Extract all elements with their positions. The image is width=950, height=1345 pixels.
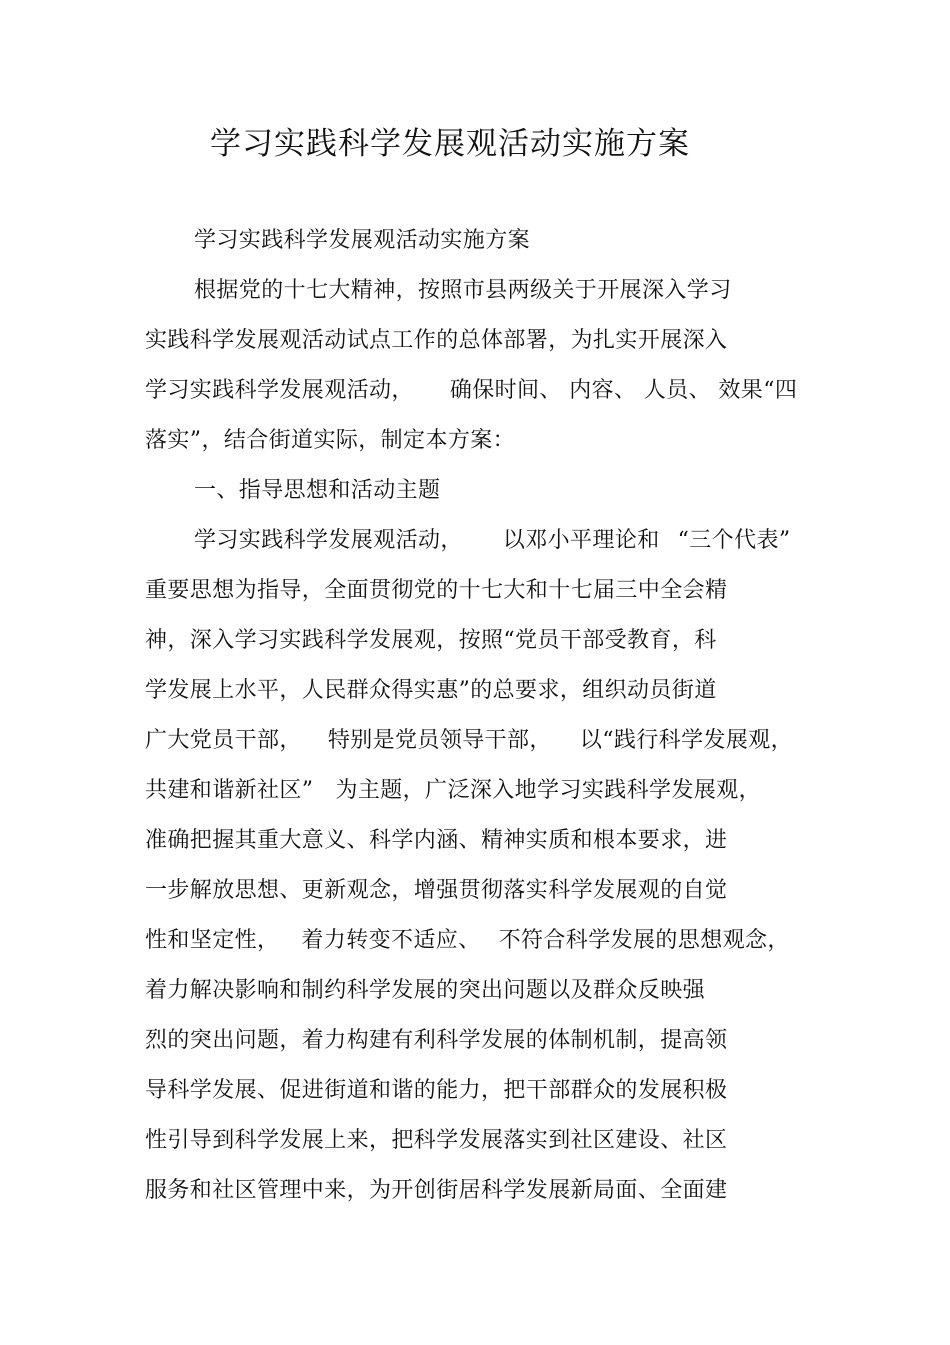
paragraph-line: 一步解放思想、更新观念，增强贯彻落实科学发展观的自觉 — [145, 878, 728, 903]
text-segment: 以邓小平理论和 — [502, 528, 660, 553]
text-segment: 以“践行科学发展观， — [579, 728, 794, 753]
text-segment: 不符合科学发展的思想观念， — [498, 928, 790, 953]
paragraph-line: 学发展上水平，人民群众得实惠”的总要求，组织动员街道 — [145, 678, 717, 703]
text-segment: “三个代表” — [677, 528, 791, 553]
paragraph-line: 性引导到科学发展上来，把科学发展落实到社区建设、社区 — [145, 1128, 728, 1153]
text-segment: 性和坚定性， — [145, 928, 280, 953]
paragraph-line — [145, 376, 797, 406]
section-heading: 一、指导思想和活动主题 — [194, 478, 441, 503]
paragraph-line: 实践科学发展观活动试点工作的总体部署，为扎实开展深入 — [145, 328, 728, 353]
text-segment: 为主题，广泛深入地学习实践科学发展观， — [335, 778, 762, 803]
document-title: 学习实践科学发展观活动实施方案 — [210, 126, 690, 162]
text-segment: 着力转变不适应、 — [301, 928, 481, 953]
paragraph-line: 服务和社区管理中来，为开创街居科学发展新局面、全面建 — [145, 1178, 728, 1203]
text-segment: 学习实践科学发展观活动， — [145, 378, 414, 403]
paragraph-line: 落实”，结合街道实际，制定本方案： — [145, 428, 516, 453]
subtitle: 学习实践科学发展观活动实施方案 — [194, 228, 531, 253]
paragraph-line — [145, 776, 761, 806]
paragraph-line: 重要思想为指导，全面贯彻党的十七大和十七届三中全会精 — [145, 578, 728, 603]
text-segment: 学习实践科学发展观活动， — [194, 528, 463, 553]
paragraph-line: 导科学发展、促进街道和谐的能力，把干部群众的发展积极 — [145, 1078, 728, 1103]
text-segment: 确保时间、 内容、 人员、 效果“四 — [449, 378, 798, 403]
paragraph-line — [145, 726, 793, 756]
paragraph-line: 神，深入学习实践科学发展观，按照“党员干部受教育，科 — [145, 628, 717, 653]
text-segment: 共建和谐新社区” — [145, 778, 314, 803]
text-segment: 广大党员干部， — [145, 728, 302, 753]
paragraph-line — [194, 526, 791, 556]
paragraph-line — [145, 926, 790, 956]
text-segment: 特别是党员领导干部， — [327, 728, 552, 753]
paragraph-line: 烈的突出问题，着力构建有利科学发展的体制机制，提高领 — [145, 1028, 728, 1053]
paragraph-line: 根据党的十七大精神，按照市县两级关于开展深入学习 — [194, 278, 732, 303]
paragraph-line: 准确把握其重大意义、科学内涵、精神实质和根本要求，进 — [145, 828, 728, 853]
paragraph-line: 着力解决影响和制约科学发展的突出问题以及群众反映强 — [145, 978, 706, 1003]
